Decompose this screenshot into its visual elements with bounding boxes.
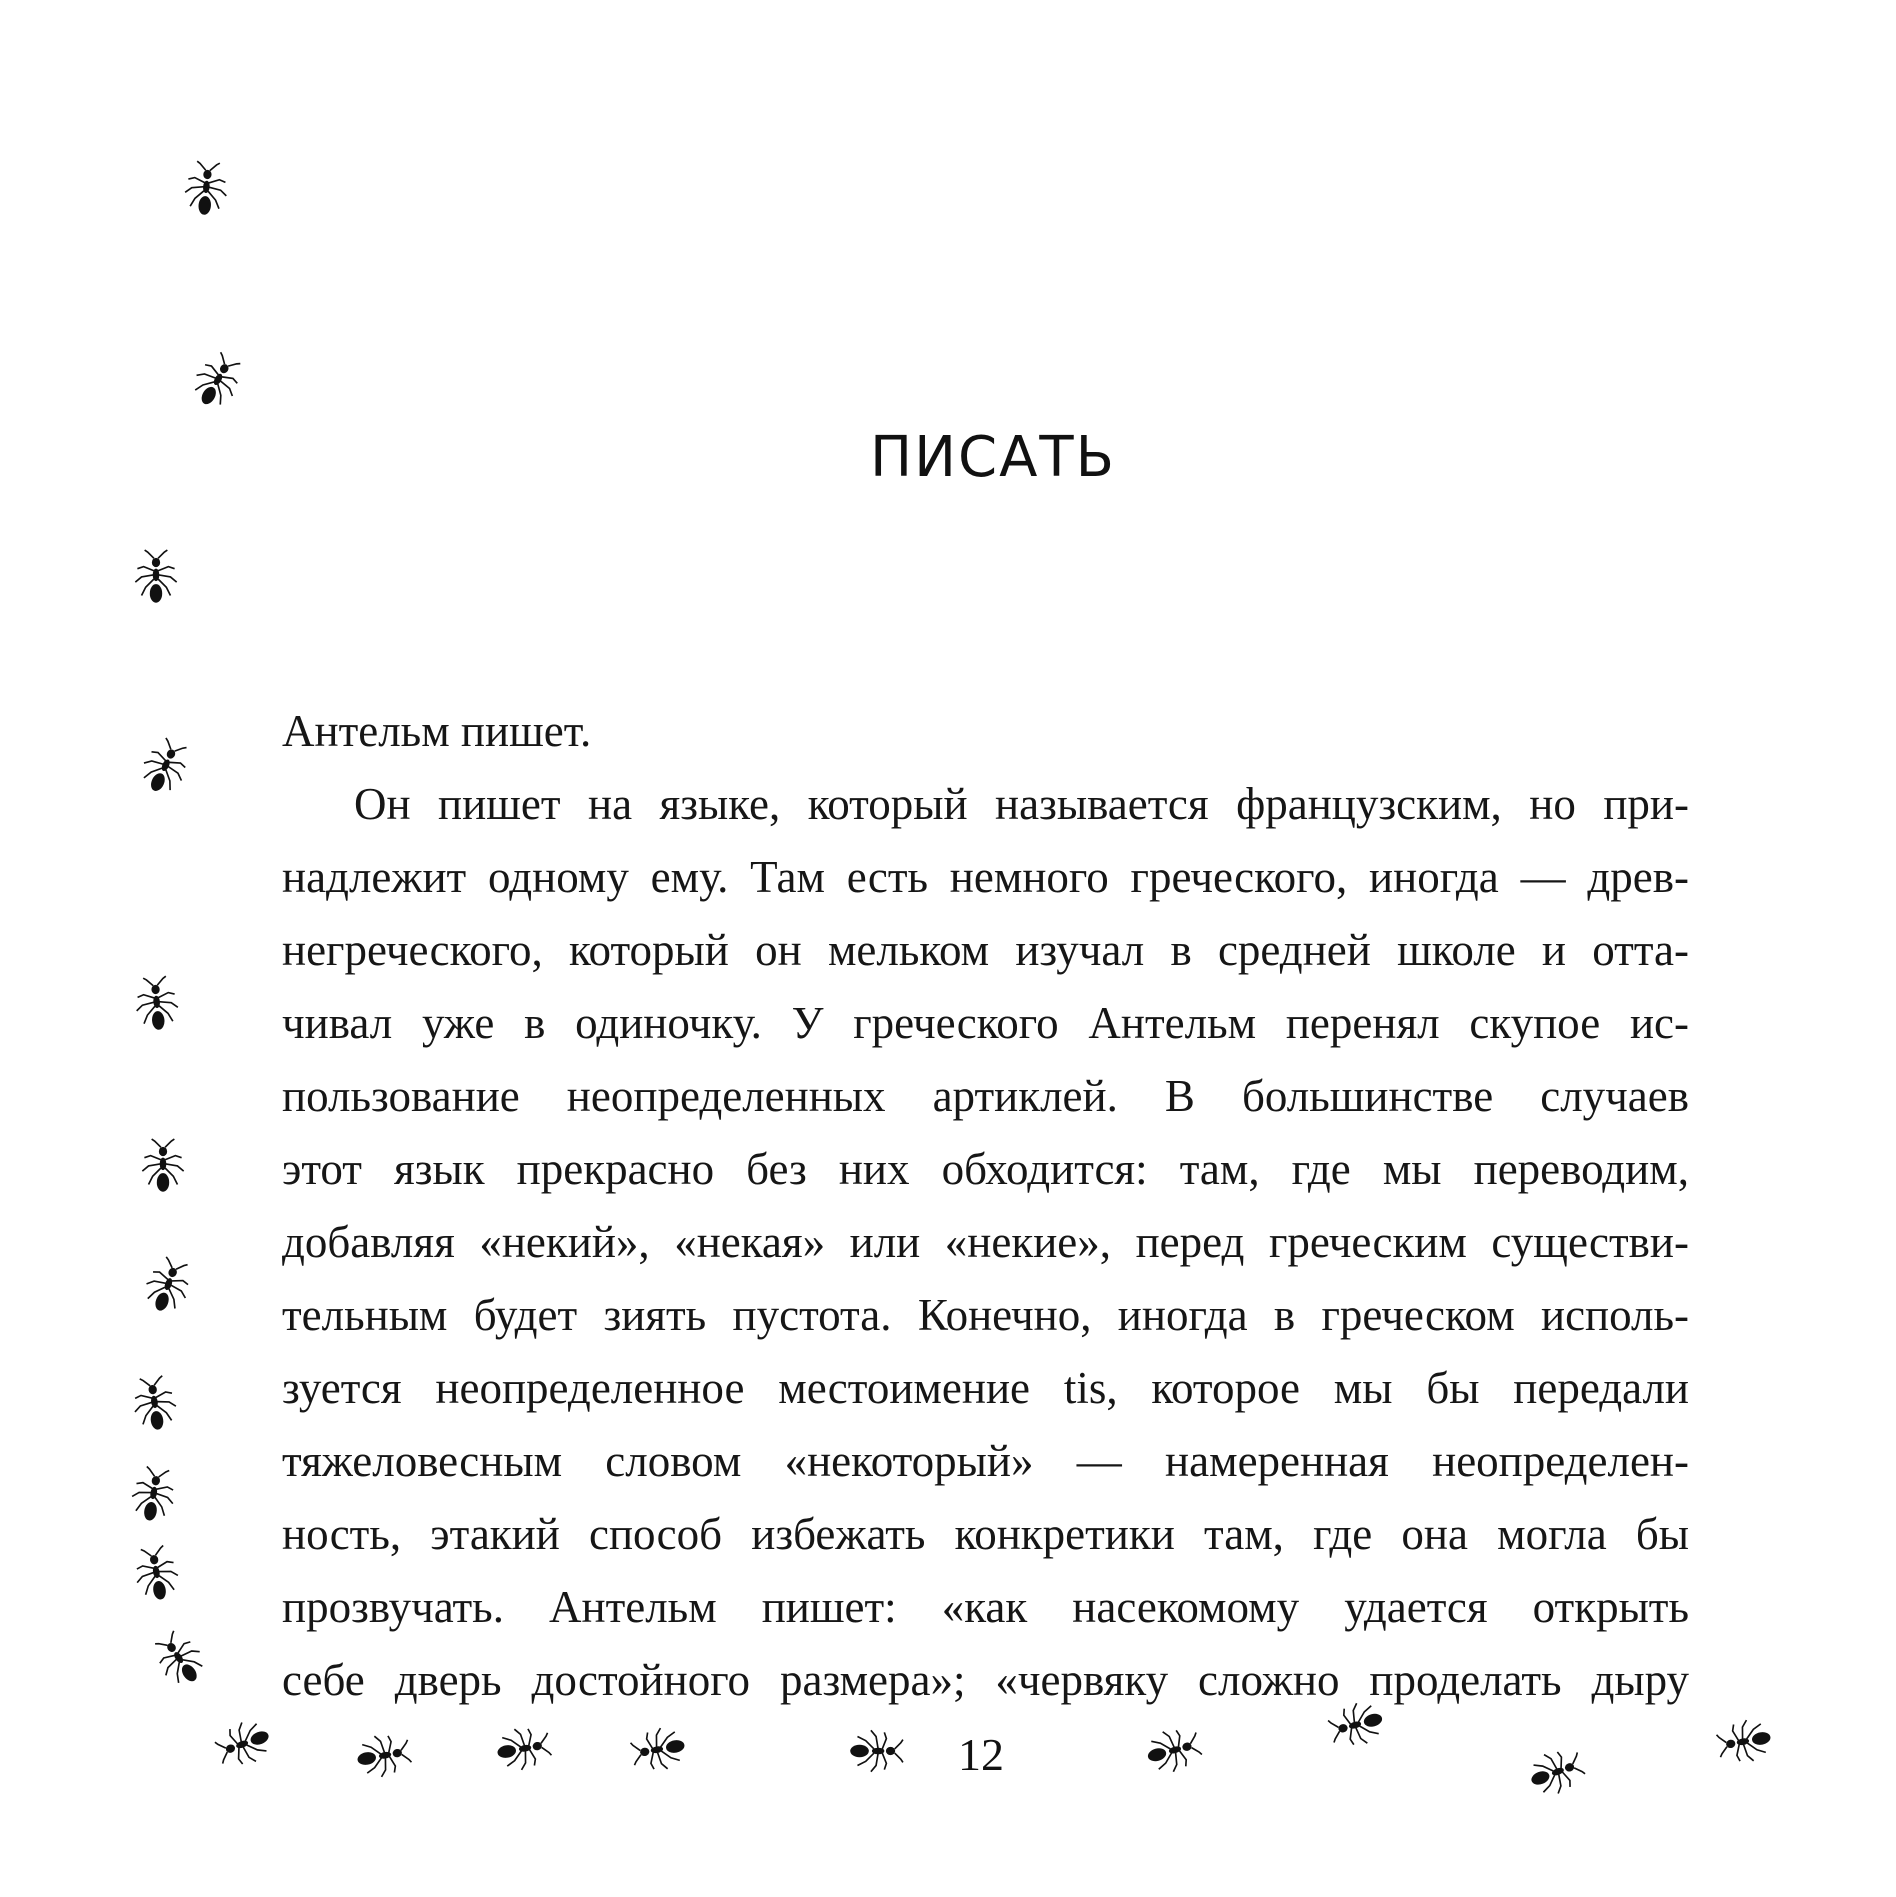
ant-icon bbox=[1711, 1705, 1783, 1777]
ant-icon bbox=[843, 1720, 905, 1782]
ant-icon bbox=[625, 1713, 697, 1785]
ant-icon bbox=[132, 1137, 194, 1199]
text-line: пользование неопределенных артиклей. В большинстве случаев bbox=[282, 1071, 1689, 1121]
ant-icon bbox=[1514, 1733, 1593, 1812]
body-text bbox=[282, 695, 1689, 1717]
ant-icon bbox=[123, 728, 205, 810]
text-line: Он пишет на языке, который называется французским, но при- bbox=[354, 779, 1689, 829]
text-line: надлежит одному ему. Там есть немного греческого, иногда — древ- bbox=[282, 852, 1689, 902]
text-line: добавляя «некий», «некая» или «некие», перед греческим существи- bbox=[282, 1217, 1689, 1267]
ant-icon bbox=[485, 1713, 557, 1785]
ant-icon bbox=[123, 972, 190, 1039]
text-line: негреческого, который он мельком изучал в средней школе и отта- bbox=[282, 925, 1689, 975]
text-line: тельным будет зиять пустота. Конечно, иногда в греческом исполь- bbox=[282, 1290, 1689, 1340]
ant-icon bbox=[172, 157, 239, 224]
ant-icon bbox=[206, 1703, 285, 1782]
ant-icon bbox=[120, 1371, 190, 1441]
page-number: 12 bbox=[958, 1729, 1004, 1780]
chapter-title: ПИСАТЬ bbox=[869, 425, 1117, 490]
ant-icon bbox=[125, 548, 187, 610]
ant-icon bbox=[174, 341, 259, 426]
ant-icon bbox=[121, 1540, 193, 1612]
text-line: этот язык прекрасно без них обходится: там, где мы переводим, bbox=[282, 1144, 1689, 1194]
ant-icon bbox=[127, 1248, 206, 1327]
text-line: зуется неопределенное местоимение tis, которое мы бы передали bbox=[282, 1363, 1689, 1413]
ant-icon bbox=[138, 1618, 224, 1704]
text-line: тяжеловесным словом «некоторый» — намеренная неопределен- bbox=[282, 1436, 1689, 1486]
ant-icon bbox=[345, 1720, 417, 1792]
text-line: чивал уже в одиночку. У греческого Антельм перенял скупое ис- bbox=[282, 998, 1689, 1048]
text-line: Антельм пишет. bbox=[282, 706, 592, 756]
ant-icon bbox=[117, 1461, 189, 1533]
text-line: себе дверь достойного размера»; «червяку сложно проделать дыру bbox=[282, 1655, 1689, 1705]
ant-icon bbox=[1133, 1713, 1209, 1789]
text-line: ность, этакий способ избежать конкретики там, где она могла бы bbox=[282, 1509, 1689, 1559]
text-line: прозвучать. Антельм пишет: «как насекомому удается открыть bbox=[282, 1582, 1689, 1632]
